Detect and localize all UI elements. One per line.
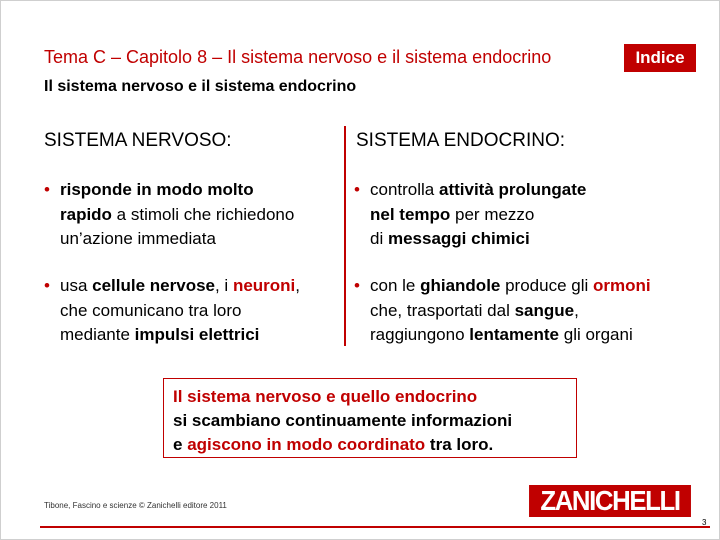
endocrine-bullet-1 bbox=[354, 178, 587, 252]
bullet-icon: • bbox=[354, 180, 360, 199]
endocrine-b2-line1: con le ghiandole produce gli ormoni bbox=[370, 276, 651, 295]
callout-line3: e agiscono in modo coordinato tra loro. bbox=[173, 435, 494, 454]
bullet-icon: • bbox=[44, 180, 50, 199]
column-divider bbox=[344, 126, 346, 346]
index-button[interactable]: Indice bbox=[624, 44, 696, 72]
nervous-system-heading: SISTEMA NERVOSO: bbox=[44, 130, 232, 151]
nervous-b2-line2: che comunicano tra loro bbox=[60, 300, 242, 320]
callout-line1: Il sistema nervoso e quello endocrino bbox=[173, 387, 478, 406]
nervous-bullet-1 bbox=[44, 178, 295, 252]
endocrine-b2-line2: che, trasportati dal sangue, bbox=[370, 300, 579, 320]
endocrine-b1-line3: di messaggi chimici bbox=[370, 229, 530, 248]
callout-line2: si scambiano continuamente informazioni bbox=[173, 411, 513, 430]
endocrine-bullet-2 bbox=[354, 274, 651, 348]
endocrine-system-heading: SISTEMA ENDOCRINO: bbox=[356, 130, 566, 151]
slide-title: Tema C – Capitolo 8 – Il sistema nervoso e il sistema endocrino bbox=[44, 47, 552, 67]
nervous-b1-line3: un’azione immediata bbox=[60, 229, 216, 248]
summary-callout bbox=[163, 378, 577, 458]
zanichelli-logo: ZANICHELLI bbox=[529, 485, 691, 517]
nervous-b2-line3: mediante impulsi elettrici bbox=[60, 325, 260, 344]
endocrine-b1-line1: controlla attività prolungate bbox=[370, 180, 587, 199]
bullet-icon: • bbox=[44, 276, 50, 295]
endocrine-b2-line3: raggiungono lentamente gli organi bbox=[370, 325, 633, 344]
page-number: 3 bbox=[702, 518, 707, 527]
nervous-b1-line2: rapido a stimoli che richiedono bbox=[60, 204, 295, 224]
nervous-bullet-2 bbox=[44, 274, 301, 348]
nervous-b2-line1: usa cellule nervose, i neuroni, bbox=[60, 276, 301, 295]
endocrine-b1-line2: nel tempo per mezzo bbox=[370, 204, 535, 224]
footer-rule bbox=[40, 526, 710, 528]
slide-subtitle: Il sistema nervoso e il sistema endocrino bbox=[44, 78, 357, 95]
nervous-b1-line1: risponde in modo molto bbox=[60, 180, 254, 199]
bullet-icon: • bbox=[354, 276, 360, 295]
footer-credit: Tibone, Fascino e scienze © Zanichelli editore 2011 bbox=[44, 501, 227, 510]
